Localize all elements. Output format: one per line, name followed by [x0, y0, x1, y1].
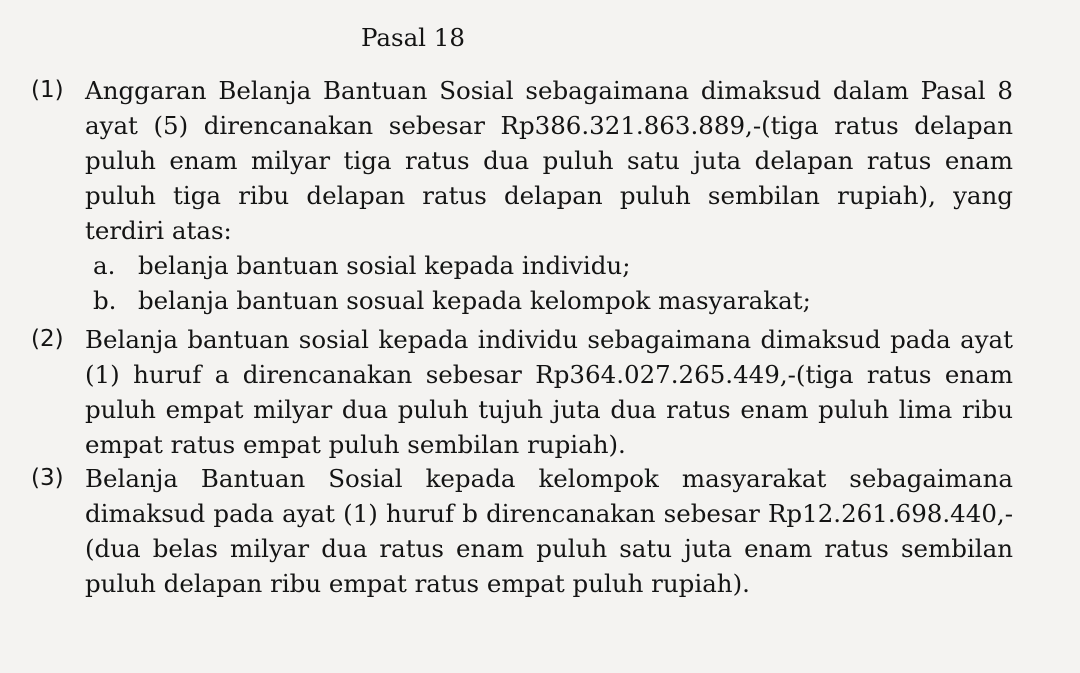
sub-item-letter: b. — [93, 286, 117, 315]
paragraph-number: (2) — [31, 326, 64, 352]
sub-list — [85, 248, 1013, 318]
paragraph-number: (3) — [31, 465, 64, 491]
sub-item-letter: a. — [93, 251, 116, 280]
article-title: Pasal 18 — [361, 23, 465, 52]
sub-item-b — [93, 283, 1013, 318]
sub-item-text: belanja bantuan sosual kepada kelompok masyarakat; — [138, 286, 811, 315]
sub-item-text: belanja bantuan sosial kepada individu; — [138, 251, 631, 280]
paragraph-text: Belanja Bantuan Sosial kepada kelompok masyarakat sebagaimana dimaksud pada ayat (1) huruf b direncanakan sebesar Rp12.261.698.440,-(dua belas milyar dua ratus enam puluh satu juta enam ratus sembilan puluh delapan ribu empat ratus empat puluh rupiah). — [85, 464, 1013, 598]
paragraph-3 — [31, 461, 1013, 601]
paragraph-2 — [31, 322, 1013, 462]
paragraph-text: Belanja bantuan sosial kepada individu sebagaimana dimaksud pada ayat (1) huruf a direncanakan sebesar Rp364.027.265.449,-(tiga ratus enam puluh empat milyar dua puluh tujuh juta dua ratus enam puluh lima ribu empat ratus empat puluh sembilan rupiah). — [85, 325, 1013, 459]
paragraph-1 — [31, 73, 1013, 318]
paragraph-number: (1) — [31, 77, 64, 103]
sub-item-a — [93, 248, 1013, 283]
paragraph-text: Anggaran Belanja Bantuan Sosial sebagaimana dimaksud dalam Pasal 8 ayat (5) direncanakan sebesar Rp386.321.863.889,-(tiga ratus delapan puluh enam milyar tiga ratus dua puluh satu juta delapan ratus enam puluh tiga ribu delapan ratus delapan puluh sembilan rupiah), yang terdiri atas: — [85, 76, 1013, 245]
